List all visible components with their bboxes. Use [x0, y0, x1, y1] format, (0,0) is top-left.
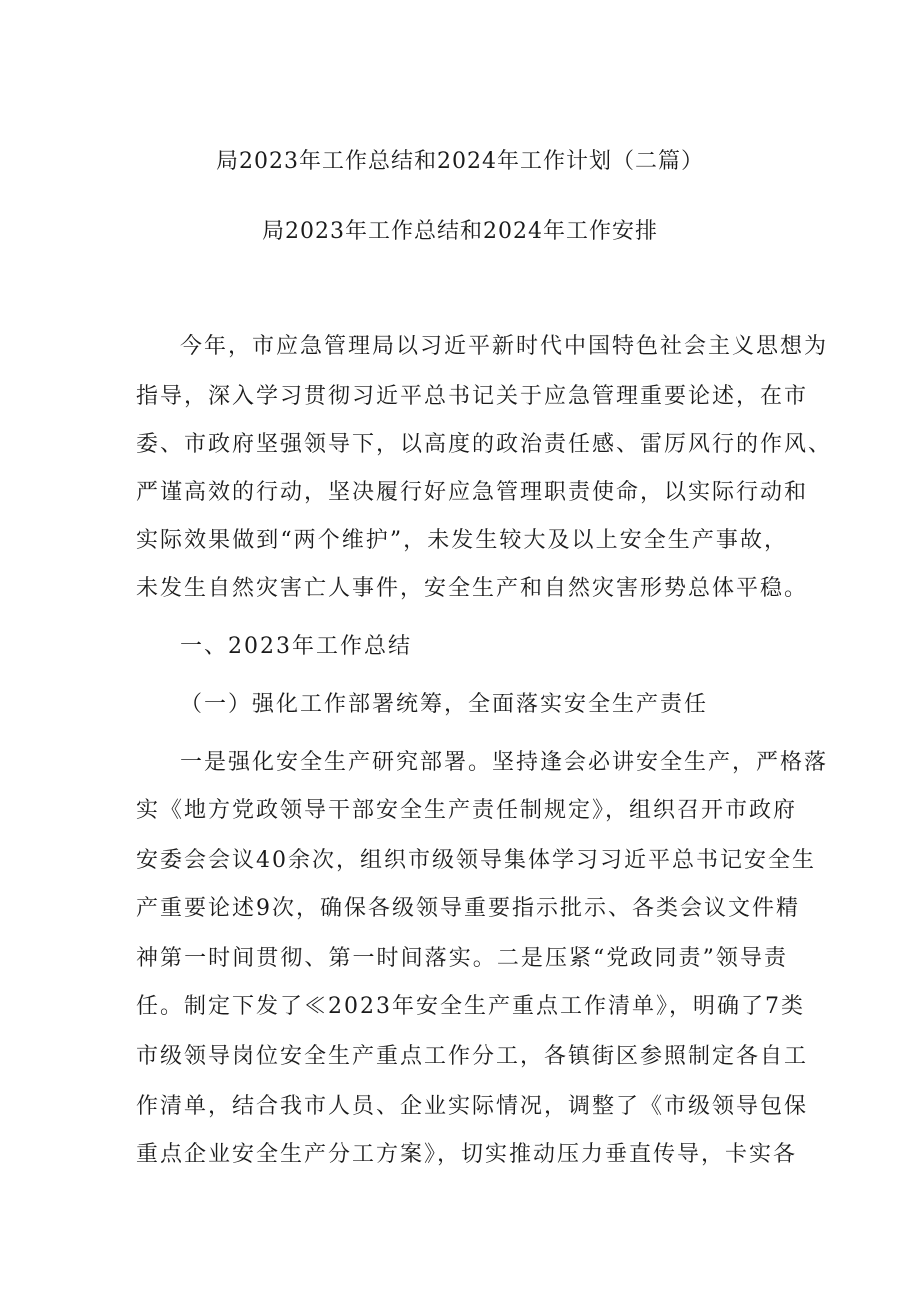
subsection-heading: （一）强化工作部署统筹，全面落实安全生产责任 — [180, 692, 709, 717]
intro-line: 严谨高效的行动，坚决履行好应急管理职责使命，以实际行动和 — [136, 480, 809, 505]
document-subtitle: 局2023年工作总结和2024年工作安排 — [262, 219, 658, 244]
intro-line: 实际效果做到“两个维护”，未发生较大及以上安全生产事故， — [136, 528, 788, 553]
intro-line: 指导，深入学习贯彻习近平总书记关于应急管理重要论述，在市 — [136, 384, 809, 409]
body-line: 安委会会议40余次，组织市级领导集体学习习近平总书记安全生 — [136, 848, 816, 873]
body-line: 任。制定下发了≪2023年安全生产重点工作清单》，明确了7类 — [136, 994, 805, 1019]
body-line: 实《地方党政领导干部安全生产责任制规定》，组织召开市政府 — [136, 798, 798, 823]
body-line: 神第一时间贯彻、第一时间落实。二是压紧“党政同责”领导责 — [136, 946, 788, 971]
intro-line: 委、市政府坚强领导下，以高度的政治责任感、雷厉风行的作风、 — [136, 432, 833, 457]
intro-line: 今年，市应急管理局以习近平新时代中国特色社会主义思想为 — [180, 334, 829, 359]
body-line: 重点企业安全生产分工方案》，切实推动压力垂直传导，卡实各 — [136, 1142, 798, 1167]
body-line: 作清单，结合我市人员、企业实际情况，调整了《市级领导包保 — [136, 1094, 809, 1119]
document-title: 局2023年工作总结和2024年工作计划（二篇） — [216, 149, 704, 174]
body-line: 一是强化安全生产研究部署。坚持逢会必讲安全生产，严格落 — [180, 750, 829, 775]
section-heading: 一、2023年工作总结 — [180, 634, 412, 659]
body-line: 市级领导岗位安全生产重点工作分工，各镇街区参照制定各自工 — [136, 1044, 809, 1069]
body-line: 产重要论述9次，确保各级领导重要指示批示、各类会议文件精 — [136, 896, 800, 921]
intro-line: 未发生自然灾害亡人事件，安全生产和自然灾害形势总体平稳。 — [136, 576, 809, 601]
